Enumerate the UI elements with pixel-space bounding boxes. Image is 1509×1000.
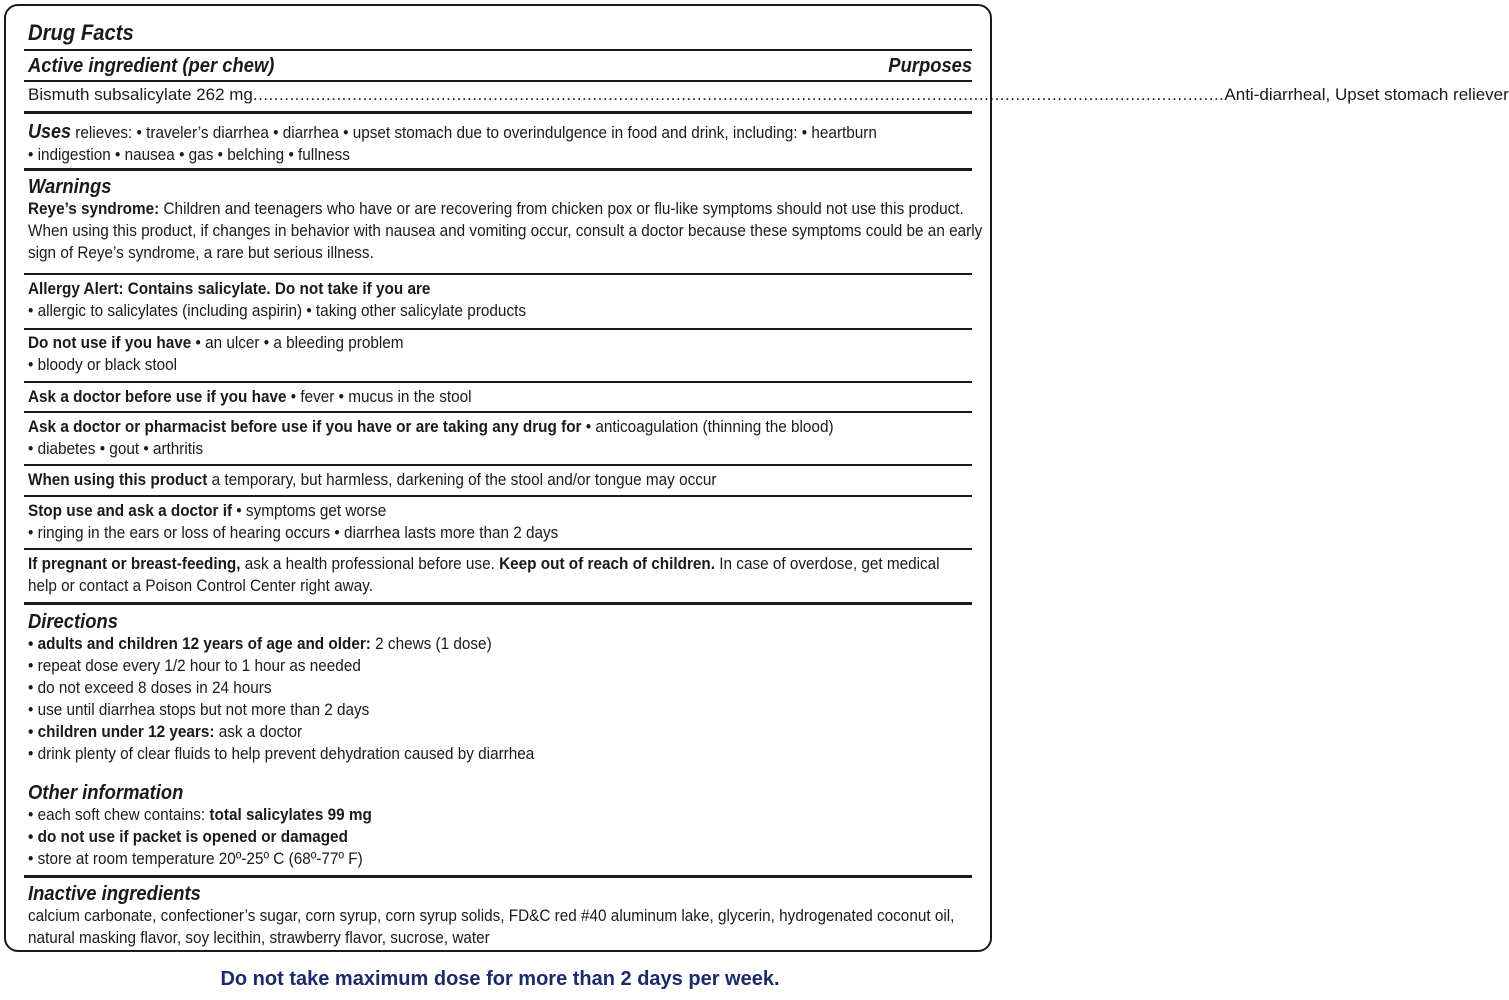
divider [24,411,972,413]
ask-pharmacist [6,416,990,460]
other-information-heading: Other information [28,782,184,804]
inactive-ingredients-heading: Inactive ingredients [28,883,201,905]
active-ingredient-row [6,85,1509,105]
divider [24,328,972,330]
directions-heading: Directions [28,611,118,633]
other-item-1-text: • each soft chew contains: [28,805,206,824]
stop-use-line-2: • ringing in the ears or loss of hearing occurs • diarrhea lasts more than 2 days [28,523,559,542]
when-using [6,469,990,491]
directions-item-4: • use until diarrhea stops but not more than 2 days [28,700,370,719]
allergy-alert-line-2: • allergic to salicylates (including aspirin) • taking other salicylate products [28,301,526,320]
ask-pharmacist-line-2: • diabetes • gout • arthritis [28,439,204,458]
directions-item-1-label: • adults and children 12 years of age and older: [28,634,371,653]
inactive-ingredients-section [6,883,990,949]
other-item-1-bold: total salicylates 99 mg [209,805,372,824]
divider [24,168,972,171]
warnings-section [6,176,990,264]
stop-use-label: Stop use and ask a doctor if [28,501,233,520]
when-using-text: a temporary, but harmless, darkening of the stool and/or tongue may occur [211,470,717,489]
do-not-use-line-2: • bloody or black stool [28,355,178,374]
overdose-text: In case of overdose, get medical [719,554,940,573]
pregnancy-label: If pregnant or breast-feeding, [28,554,241,573]
directions-item-1-text: 2 chews (1 dose) [375,634,492,653]
stop-use-items: • symptoms get worse [236,501,387,520]
other-item-3: • store at room temperature 20º-25º C (68º-77º F) [28,849,363,868]
purposes-heading: Purposes [888,55,972,77]
divider [24,80,972,82]
do-not-use-items: • an ulcer • a bleeding problem [195,333,404,352]
ask-doctor [6,386,990,408]
drug-facts-panel [4,4,1509,952]
when-using-label: When using this product [28,470,208,489]
pregnancy-warning [6,553,990,597]
reye-label: Reye’s syndrome: [28,199,160,218]
inactive-ingredients-line-2: natural masking flavor, soy lecithin, strawberry flavor, sucrose, water [28,928,490,947]
directions-item-3: • do not exceed 8 doses in 24 hours [28,678,272,697]
divider [24,495,972,497]
directions-item-2: • repeat dose every 1/2 hour to 1 hour as needed [28,656,361,675]
keep-out-of-reach: Keep out of reach of children. [499,554,716,573]
divider [24,602,972,605]
uses-line-2: • indigestion • nausea • gas • belching • fullness [28,145,350,164]
directions-item-5-label: • children under 12 years: [28,722,215,741]
ask-pharmacist-items: • anticoagulation (thinning the blood) [585,417,834,436]
reye-line-2: When using this product, if changes in behavior with nausea and vomiting occur, consult a doctor because these symptoms could be an early [28,221,983,240]
pregnancy-text: ask a health professional before use. [244,554,495,573]
inactive-ingredients-line-1: calcium carbonate, confectioner’s sugar, corn syrup, corn syrup solids, FD&C red #40 aluminum lake, glycerin, hydrogenated coconut oil, [28,906,955,925]
reye-line-3: sign of Reye’s syndrome, a rare but serious illness. [28,243,374,262]
reye-line-1: Children and teenagers who have or are recovering from chicken pox or flu-like symptoms should not use this product. [163,199,964,218]
leader-dots: .......................................................................................................................................................................................... [252,85,1225,104]
do-not-use [6,332,990,376]
other-information-section [6,782,990,870]
other-item-2: • do not use if packet is opened or damaged [28,827,348,846]
warnings-heading: Warnings [28,176,112,198]
stop-use [6,500,990,544]
pregnancy-line-2: help or contact a Poison Control Center right away. [28,576,374,595]
directions-section [6,611,990,765]
active-ingredient-heading: Active ingredient (per chew) [28,55,275,77]
divider [24,273,972,275]
ask-pharmacist-label: Ask a doctor or pharmacist before use if you have or are taking any drug for [28,417,582,436]
active-ingredient-purpose: Anti-diarrheal, Upset stomach reliever [1224,85,1509,104]
footer-note: Do not take maximum dose for more than 2 days per week. [220,968,780,990]
divider [24,875,972,878]
active-ingredient-name: Bismuth subsalicylate 262 mg [28,85,253,104]
ask-doctor-label: Ask a doctor before use if you have [28,387,287,406]
divider [24,548,972,550]
directions-item-5-text: ask a doctor [218,722,303,741]
divider [24,111,972,114]
active-ingredient-header [6,55,990,77]
ask-doctor-items: • fever • mucus in the stool [290,387,472,406]
do-not-use-label: Do not use if you have [28,333,192,352]
divider [24,49,972,51]
uses-line-1: relieves: • traveler’s diarrhea • diarrhea • upset stomach due to overindulgence in food and drink, including: • heartburn [75,123,877,142]
divider [24,381,972,383]
uses-section [6,121,990,166]
drug-facts-title [6,22,990,44]
allergy-alert [6,278,990,322]
directions-item-6: • drink plenty of clear fluids to help prevent dehydration caused by diarrhea [28,744,535,763]
page-title: Drug Facts [28,20,134,45]
allergy-alert-label: Allergy Alert: Contains salicylate. Do not take if you are [28,279,431,298]
uses-heading: Uses [28,121,72,143]
divider [24,464,972,466]
